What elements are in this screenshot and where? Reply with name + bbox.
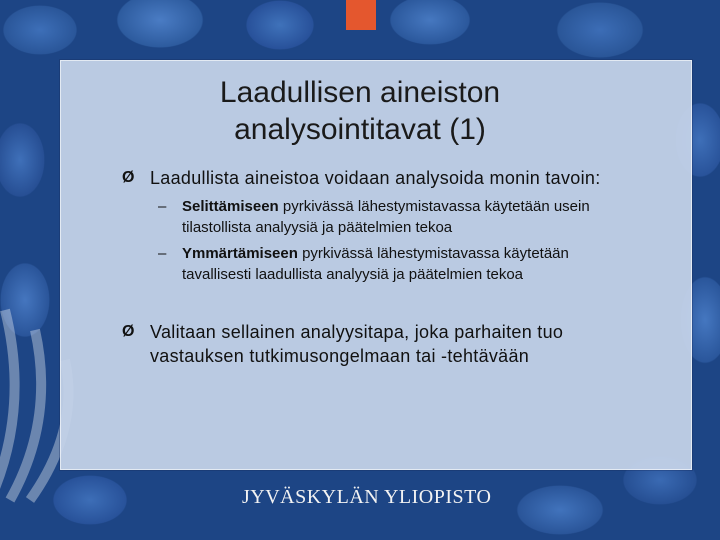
sub-bullet-rest: pyrkivässä lähestymistavassa käytetään tavallisesti laadullista analyysiä ja päätelmien tekoa <box>182 245 569 283</box>
bullet-text: Valitaan sellainen analyysitapa, joka parhaiten tuo vastauksen tutkimusongelmaan tai -tehtävään <box>150 322 564 366</box>
dash-bullet-icon: – <box>158 198 167 215</box>
title-line-1: Laadullisen aineiston <box>219 76 501 109</box>
sub-bullet-item-2 <box>158 243 638 285</box>
arrow-bullet-icon: Ø <box>122 169 135 186</box>
sub-bullet-text <box>182 243 638 285</box>
bullet-item-1 <box>122 166 662 190</box>
slide-title <box>120 74 600 148</box>
bullet-text: Laadullista aineistoa voidaan analysoida monin tavoin: <box>150 168 601 188</box>
sub-bullet-bold: Ymmärtämiseen <box>182 245 298 262</box>
title-line-2: analysointitavat (1) <box>234 113 486 146</box>
dash-bullet-icon: – <box>158 245 167 262</box>
sub-bullet-rest: pyrkivässä lähestymistavassa käytetään usein tilastollista analyysiä ja päätelmien tekoa <box>182 198 590 236</box>
sub-bullet-bold: Selittämiseen <box>182 198 279 215</box>
sub-bullet-text <box>182 196 638 238</box>
university-logo-text: JYVÄSKYLÄN YLIOPISTO <box>242 486 492 508</box>
arrow-bullet-icon: Ø <box>122 323 135 340</box>
sub-bullet-item-1 <box>158 196 638 238</box>
accent-square <box>346 0 376 30</box>
bullet-item-2 <box>122 320 662 368</box>
